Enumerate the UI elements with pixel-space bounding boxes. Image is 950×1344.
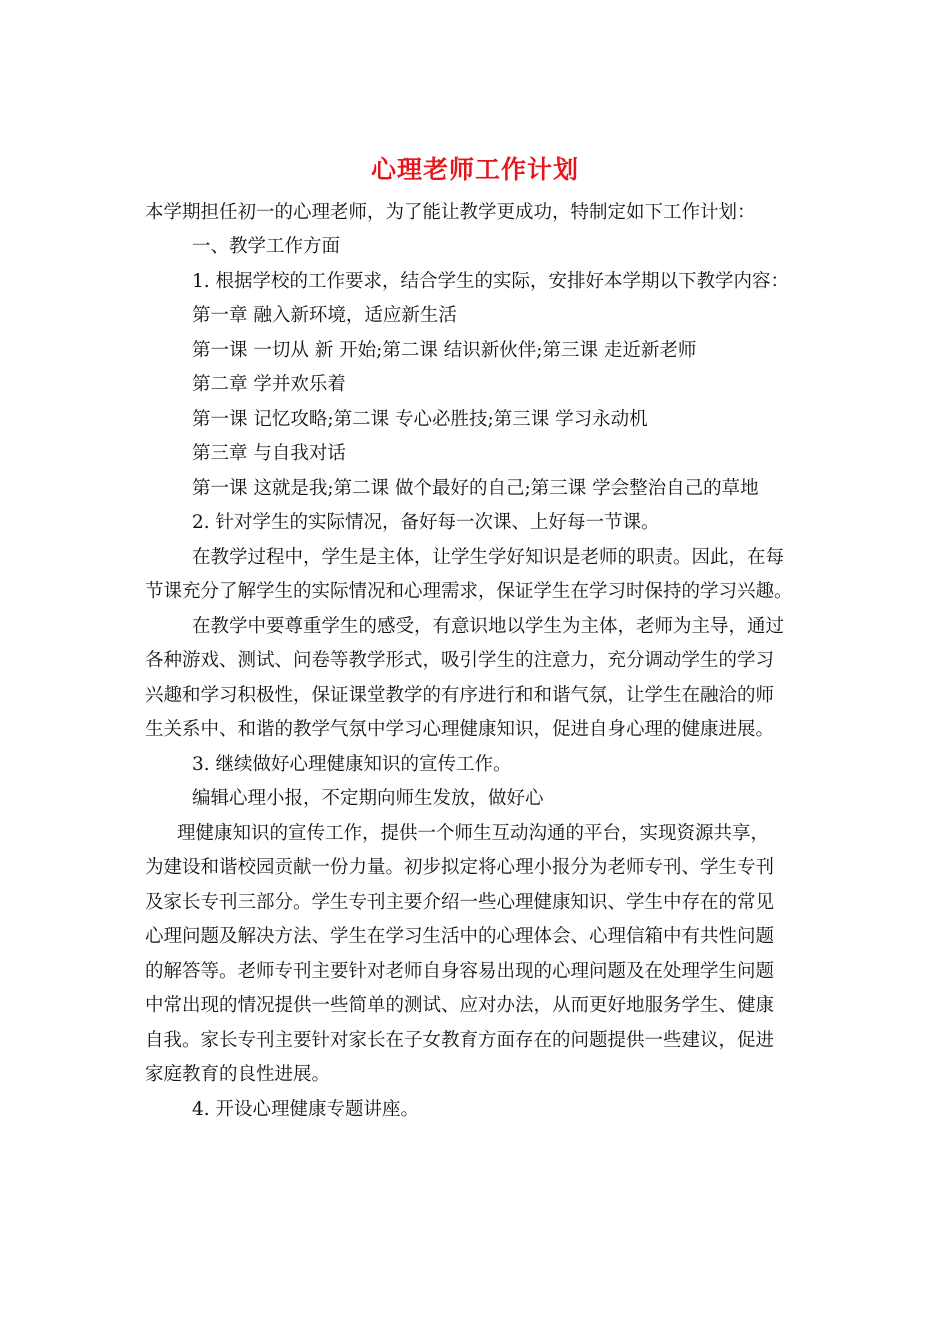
paragraph-line: 家庭教育的良性进展。 (145, 1064, 331, 1085)
paragraph-line: 及家长专刊三部分。学生专刊主要介绍一些心理健康知识、学生中存在的常见 (145, 892, 775, 913)
list-item: 3. 继续做好心理健康知识的宣传工作。 (192, 754, 512, 775)
chapter-heading: 第一章 融入新环境，适应新生活 (192, 305, 457, 326)
lesson-line: 第一课 这就是我;第二课 做个最好的自己;第三课 学会整治自己的草地 (192, 478, 759, 499)
paragraph-line: 生关系中、和谐的教学气氛中学习心理健康知识，促进自身心理的健康进展。 (145, 719, 775, 740)
lesson-line: 第一课 记忆攻略;第二课 专心必胜技;第三课 学习永动机 (192, 409, 648, 430)
paragraph-line: 在教学中要尊重学生的感受，有意识地以学生为主体，老师为主导，通过 (192, 616, 785, 637)
paragraph-line: 本学期担任初一的心理老师，为了能让教学更成功，特制定如下工作计划： (145, 202, 756, 223)
chapter-heading: 第三章 与自我对话 (192, 443, 346, 464)
list-item: 1. 根据学校的工作要求，结合学生的实际，安排好本学期以下教学内容： (192, 271, 790, 292)
chapter-heading: 第二章 学并欢乐着 (192, 374, 346, 395)
paragraph-line: 理健康知识的宣传工作，提供一个师生互动沟通的平台，实现资源共享， (177, 823, 770, 844)
paragraph-line: 为建设和谐校园贡献一份力量。初步拟定将心理小报分为老师专刊、学生专刊 (145, 857, 775, 878)
document-title: 心理老师工作计划 (370, 155, 579, 184)
paragraph-line: 编辑心理小报，不定期向师生发放，做好心 (192, 788, 544, 809)
paragraph-line: 节课充分了解学生的实际情况和心理需求，保证学生在学习时保持的学习兴趣。 (145, 581, 793, 602)
section-heading: 一、教学工作方面 (192, 236, 341, 257)
paragraph-line: 各种游戏、测试、问卷等教学形式，吸引学生的注意力，充分调动学生的学习 (145, 650, 775, 671)
paragraph-line: 心理问题及解决方法、学生在学习生活中的心理体会、心理信箱中有共性问题 (145, 926, 775, 947)
paragraph-line: 兴趣和学习积极性，保证课堂教学的有序进行和和谐气氛，让学生在融洽的师 (145, 685, 775, 706)
paragraph-line: 中常出现的情况提供一些简单的测试、应对办法，从而更好地服务学生、健康 (145, 995, 775, 1016)
list-item: 2. 针对学生的实际情况，备好每一次课、上好每一节课。 (192, 512, 660, 533)
lesson-line: 第一课 一切从 新 开始;第二课 结识新伙伴;第三课 走近新老师 (192, 340, 697, 361)
paragraph-line: 的解答等。老师专刊主要针对老师自身容易出现的心理问题及在处理学生问题 (145, 961, 775, 982)
paragraph-line: 自我。家长专刊主要针对家长在子女教育方面存在的问题提供一些建议，促进 (145, 1030, 775, 1051)
paragraph-line: 在教学过程中，学生是主体，让学生学好知识是老师的职责。因此，在每 (192, 547, 785, 568)
list-item: 4. 开设心理健康专题讲座。 (192, 1099, 420, 1120)
